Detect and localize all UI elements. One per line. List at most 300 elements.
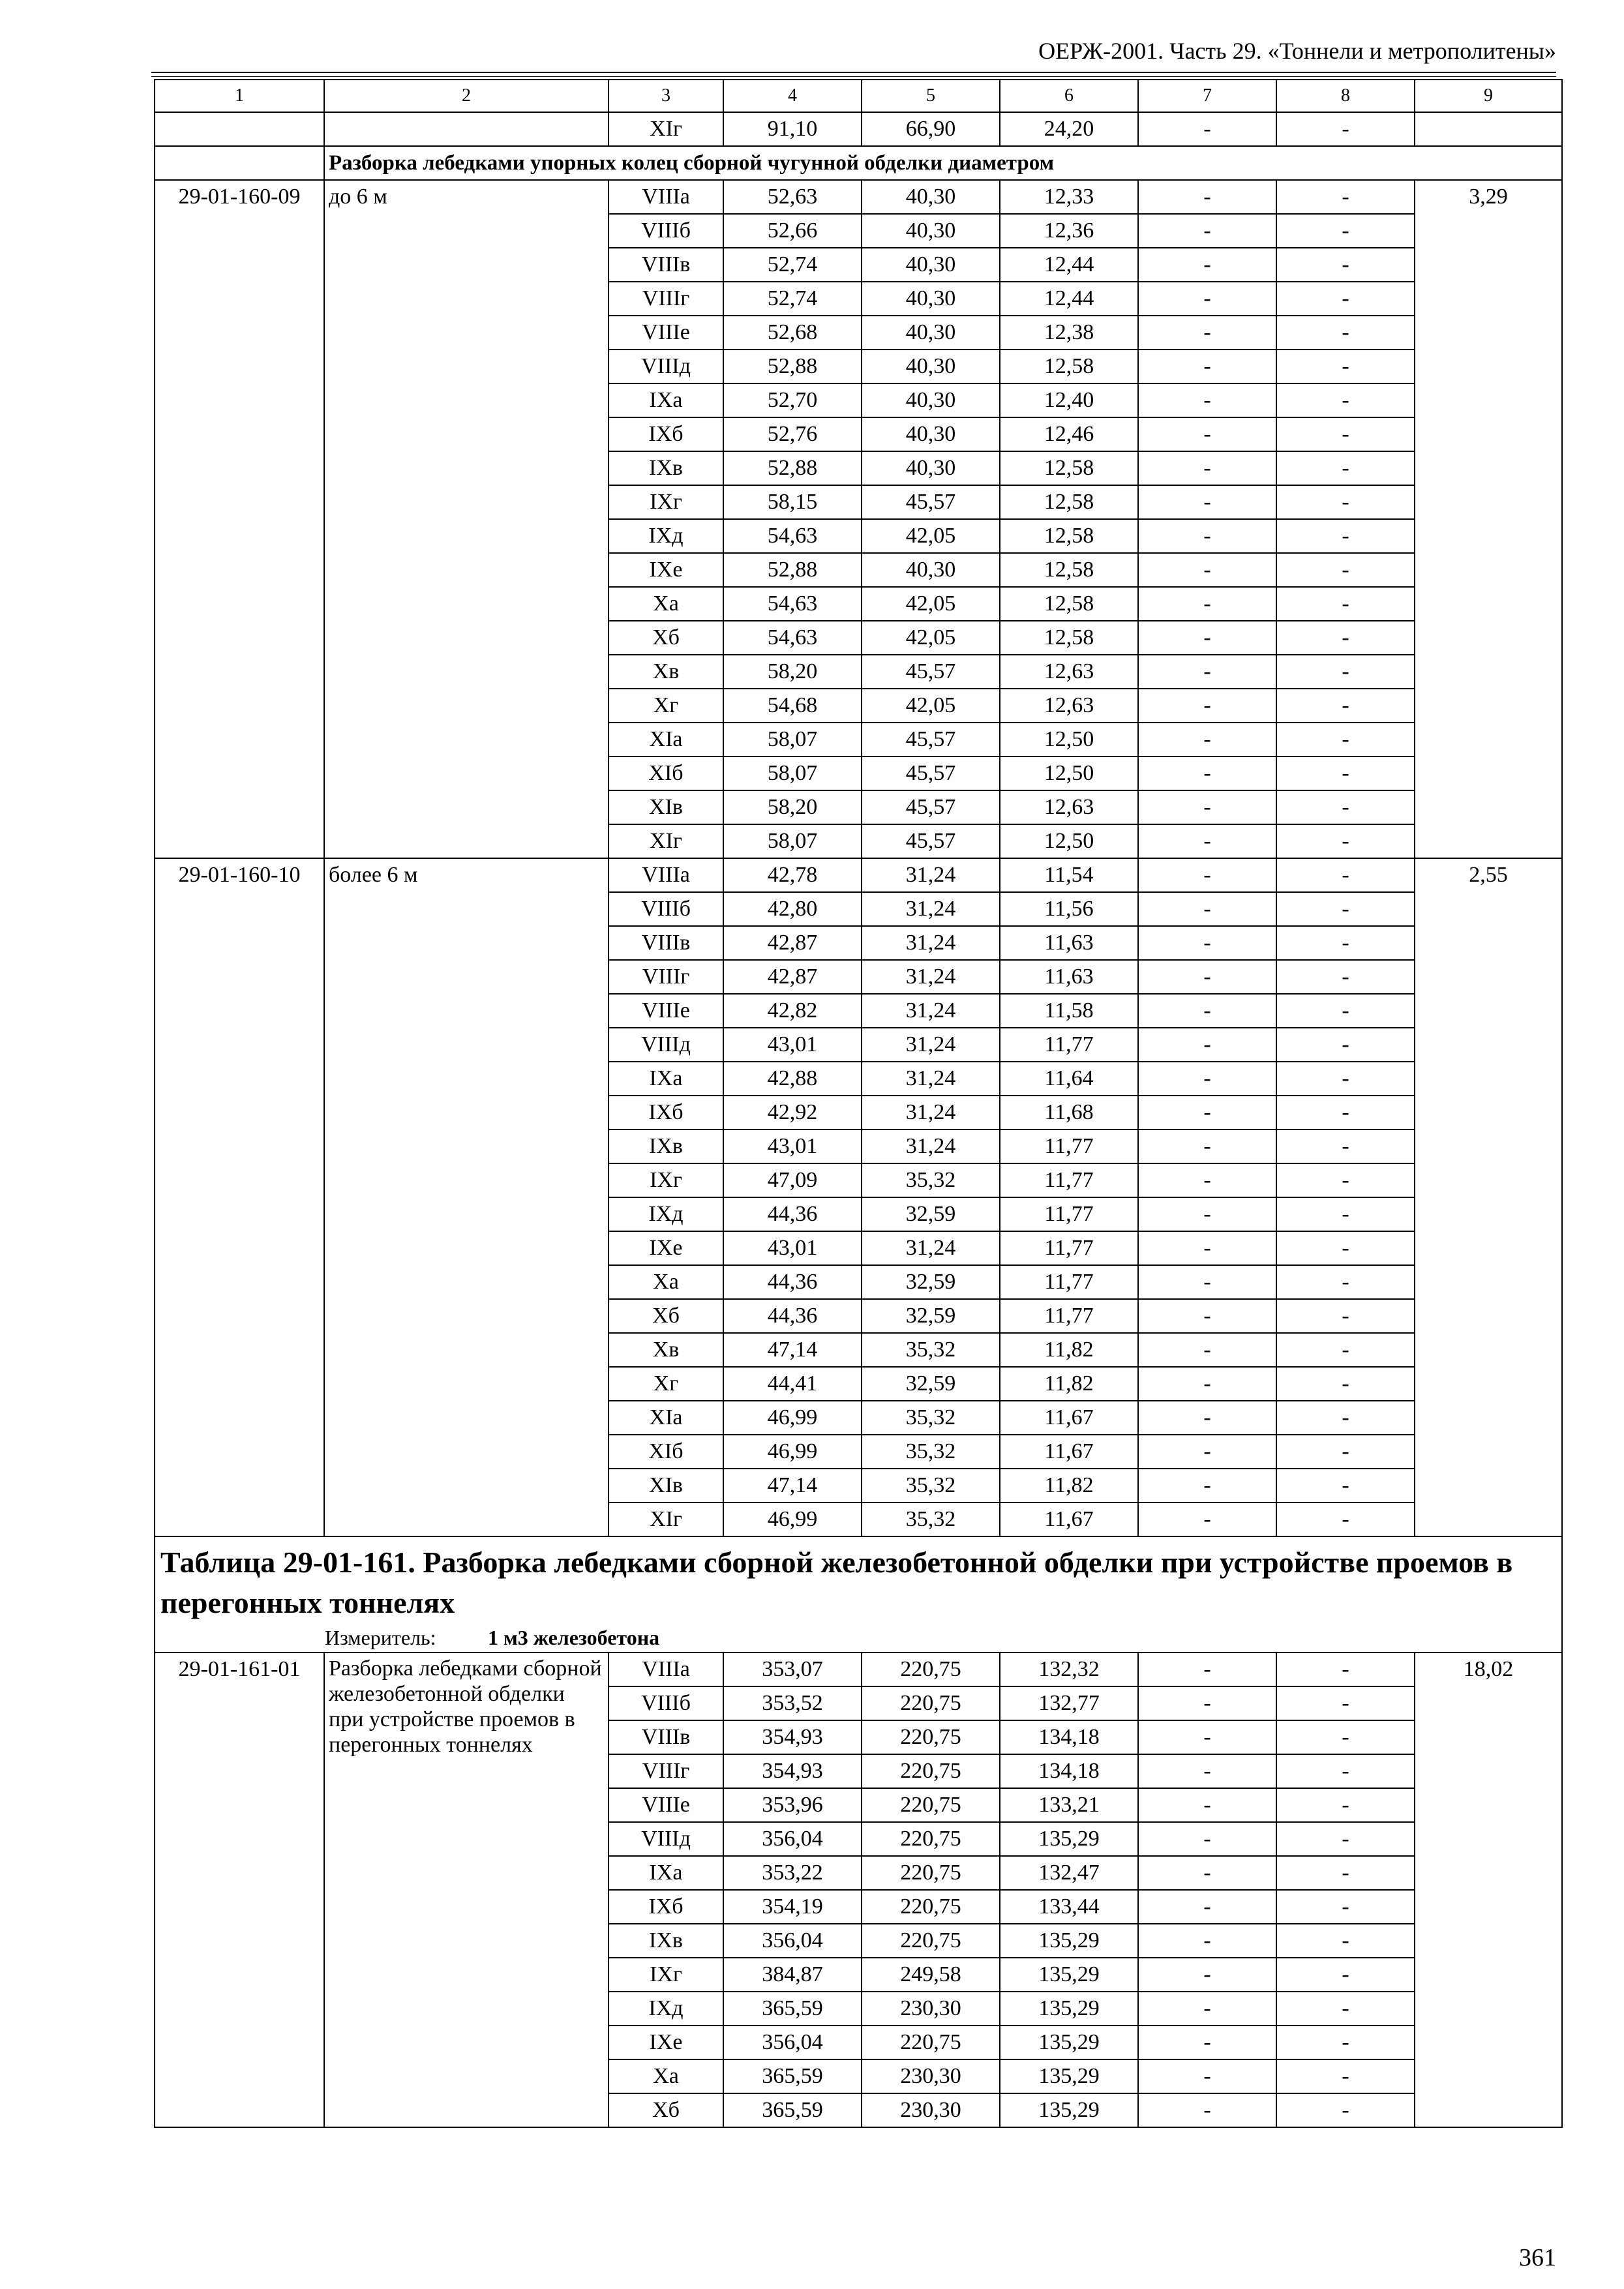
value-cell: 66,90 <box>862 112 1000 146</box>
page-number: 361 <box>1519 2244 1556 2271</box>
value-cell: - <box>1276 892 1415 926</box>
grade-cell: IXг <box>609 1958 723 1992</box>
value-cell: - <box>1138 350 1276 383</box>
value-cell: 11,77 <box>1000 1028 1138 1062</box>
value-cell: 40,30 <box>862 282 1000 316</box>
grade-cell: VIIIе <box>609 1788 723 1822</box>
value-cell: - <box>1138 1686 1276 1720</box>
grade-cell: VIIIе <box>609 994 723 1028</box>
value-cell: 356,04 <box>723 1822 862 1856</box>
value-cell: - <box>1276 1822 1415 1856</box>
grade-cell: VIIIа <box>609 180 723 214</box>
table-body <box>155 80 1562 2127</box>
value-cell: 220,75 <box>862 1720 1000 1754</box>
value-cell: - <box>1276 1856 1415 1890</box>
value-cell: 42,05 <box>862 587 1000 621</box>
grade-cell: VIIIд <box>609 1822 723 1856</box>
value-cell: 354,19 <box>723 1890 862 1924</box>
grade-cell: IXа <box>609 383 723 417</box>
value-cell: 220,75 <box>862 1822 1000 1856</box>
value-cell: 12,58 <box>1000 485 1138 519</box>
value-cell: 31,24 <box>862 1231 1000 1265</box>
grade-cell: IXд <box>609 1992 723 2026</box>
value-cell: 11,77 <box>1000 1265 1138 1299</box>
value-cell: - <box>1276 926 1415 960</box>
empty-cell <box>1415 112 1562 146</box>
value-cell: - <box>1276 316 1415 350</box>
value-cell: - <box>1276 655 1415 689</box>
grade-cell: XIв <box>609 1469 723 1503</box>
grade-cell: Xа <box>609 1265 723 1299</box>
grade-cell: Xб <box>609 2093 723 2127</box>
value-cell: - <box>1276 519 1415 553</box>
value-cell: 220,75 <box>862 1890 1000 1924</box>
value-cell: - <box>1276 1788 1415 1822</box>
value-cell: 11,67 <box>1000 1503 1138 1536</box>
value-cell: - <box>1276 383 1415 417</box>
value-cell: - <box>1276 621 1415 655</box>
grade-cell: VIIIв <box>609 1720 723 1754</box>
value-cell: 52,63 <box>723 180 862 214</box>
value-cell: - <box>1138 926 1276 960</box>
value-cell: - <box>1276 1503 1415 1536</box>
column-9-value: 2,55 <box>1415 858 1562 1536</box>
value-cell: 12,58 <box>1000 553 1138 587</box>
value-cell: 45,57 <box>862 756 1000 790</box>
value-cell: - <box>1138 689 1276 723</box>
value-cell: 230,30 <box>862 2059 1000 2093</box>
column-number: 3 <box>609 80 723 112</box>
value-cell: - <box>1276 1924 1415 1958</box>
value-cell: - <box>1138 621 1276 655</box>
value-cell: 135,29 <box>1000 2059 1138 2093</box>
value-cell: 220,75 <box>862 1754 1000 1788</box>
value-cell: 35,32 <box>862 1401 1000 1435</box>
grade-cell: VIIIв <box>609 248 723 282</box>
value-cell: - <box>1138 655 1276 689</box>
value-cell: 353,22 <box>723 1856 862 1890</box>
value-cell: - <box>1138 553 1276 587</box>
value-cell: 52,68 <box>723 316 862 350</box>
grade-cell: IXе <box>609 553 723 587</box>
value-cell: - <box>1276 1469 1415 1503</box>
value-cell: 12,46 <box>1000 417 1138 451</box>
grade-cell: XIб <box>609 1435 723 1469</box>
value-cell: - <box>1276 1197 1415 1231</box>
value-cell: 135,29 <box>1000 1924 1138 1958</box>
value-cell: - <box>1138 1856 1276 1890</box>
value-cell: 52,74 <box>723 282 862 316</box>
value-cell: 135,29 <box>1000 1958 1138 1992</box>
value-cell: - <box>1138 1197 1276 1231</box>
grade-cell: VIIIе <box>609 316 723 350</box>
value-cell: 133,21 <box>1000 1788 1138 1822</box>
value-cell: 12,36 <box>1000 214 1138 248</box>
value-cell: 31,24 <box>862 1028 1000 1062</box>
grade-cell: IXг <box>609 485 723 519</box>
grade-cell: XIг <box>609 1503 723 1536</box>
value-cell: - <box>1138 1435 1276 1469</box>
value-cell: 35,32 <box>862 1333 1000 1367</box>
value-cell: 135,29 <box>1000 2093 1138 2127</box>
value-cell: 230,30 <box>862 1992 1000 2026</box>
column-number: 8 <box>1276 80 1415 112</box>
grade-cell: IXд <box>609 1197 723 1231</box>
value-cell: 40,30 <box>862 316 1000 350</box>
value-cell: 46,99 <box>723 1503 862 1536</box>
value-cell: 135,29 <box>1000 1822 1138 1856</box>
value-cell: - <box>1276 1299 1415 1333</box>
value-cell: 47,14 <box>723 1333 862 1367</box>
value-cell: - <box>1138 1958 1276 1992</box>
value-cell: - <box>1276 1992 1415 2026</box>
value-cell: 35,32 <box>862 1503 1000 1536</box>
value-cell: 133,44 <box>1000 1890 1138 1924</box>
value-cell: - <box>1276 723 1415 756</box>
value-cell: - <box>1276 2026 1415 2059</box>
section-heading-row <box>155 146 1562 180</box>
norm-description: более 6 м <box>324 858 609 1536</box>
grade-cell: IXб <box>609 417 723 451</box>
value-cell: - <box>1276 1720 1415 1754</box>
value-cell: 54,63 <box>723 519 862 553</box>
meter-row <box>155 1623 1562 1653</box>
value-cell: - <box>1138 2093 1276 2127</box>
value-cell: 35,32 <box>862 1469 1000 1503</box>
value-cell: 47,14 <box>723 1469 862 1503</box>
value-cell: 24,20 <box>1000 112 1138 146</box>
value-cell: 31,24 <box>862 926 1000 960</box>
norms-table <box>154 79 1563 2128</box>
grade-cell: Xв <box>609 1333 723 1367</box>
value-cell: 12,63 <box>1000 790 1138 824</box>
value-cell: 220,75 <box>862 1653 1000 1686</box>
value-cell: 356,04 <box>723 2026 862 2059</box>
meter-value: 1 м3 железобетона <box>488 1626 660 1649</box>
column-9-value: 3,29 <box>1415 180 1562 858</box>
value-cell: 32,59 <box>862 1197 1000 1231</box>
value-cell: 52,88 <box>723 451 862 485</box>
grade-cell: VIIIг <box>609 960 723 994</box>
value-cell: 12,63 <box>1000 689 1138 723</box>
value-cell: 58,20 <box>723 790 862 824</box>
value-cell: - <box>1276 214 1415 248</box>
value-cell: 11,82 <box>1000 1469 1138 1503</box>
value-cell: 54,68 <box>723 689 862 723</box>
value-cell: 43,01 <box>723 1028 862 1062</box>
value-cell: 11,82 <box>1000 1333 1138 1367</box>
value-cell: 40,30 <box>862 248 1000 282</box>
column-number: 6 <box>1000 80 1138 112</box>
value-cell: 132,32 <box>1000 1653 1138 1686</box>
grade-cell: IXв <box>609 451 723 485</box>
value-cell: - <box>1276 1958 1415 1992</box>
value-cell: - <box>1138 1299 1276 1333</box>
grade-cell: IXб <box>609 1890 723 1924</box>
value-cell: - <box>1138 1028 1276 1062</box>
norm-description: до 6 м <box>324 180 609 858</box>
value-cell: - <box>1276 756 1415 790</box>
value-cell: 11,67 <box>1000 1401 1138 1435</box>
value-cell: 11,63 <box>1000 960 1138 994</box>
value-cell: 11,68 <box>1000 1096 1138 1130</box>
value-cell: - <box>1138 316 1276 350</box>
value-cell: - <box>1138 417 1276 451</box>
value-cell: - <box>1138 1469 1276 1503</box>
table-title: Таблица 29-01-161. Разборка лебедками сборной железобетонной обделки при устройстве проемов в перегонных тоннелях <box>155 1536 1562 1623</box>
empty-cell <box>155 146 324 180</box>
value-cell: 44,41 <box>723 1367 862 1401</box>
value-cell: 11,63 <box>1000 926 1138 960</box>
section-heading: Разборка лебедками упорных колец сборной чугунной обделки диаметром <box>324 146 1562 180</box>
value-cell: 135,29 <box>1000 2026 1138 2059</box>
value-cell: - <box>1138 1096 1276 1130</box>
value-cell: 42,88 <box>723 1062 862 1096</box>
value-cell: 365,59 <box>723 1992 862 2026</box>
value-cell: - <box>1138 2026 1276 2059</box>
value-cell: 46,99 <box>723 1435 862 1469</box>
value-cell: 45,57 <box>862 485 1000 519</box>
value-cell: 44,36 <box>723 1299 862 1333</box>
value-cell: 354,93 <box>723 1754 862 1788</box>
value-cell: - <box>1138 1062 1276 1096</box>
value-cell: - <box>1276 180 1415 214</box>
value-cell: - <box>1276 417 1415 451</box>
value-cell: 384,87 <box>723 1958 862 1992</box>
value-cell: 54,63 <box>723 621 862 655</box>
value-cell: - <box>1138 960 1276 994</box>
value-cell: 134,18 <box>1000 1720 1138 1754</box>
value-cell: - <box>1138 1367 1276 1401</box>
value-cell: - <box>1138 112 1276 146</box>
value-cell: - <box>1276 1890 1415 1924</box>
empty-cell <box>155 112 324 146</box>
grade-cell: IXа <box>609 1856 723 1890</box>
value-cell: 91,10 <box>723 112 862 146</box>
value-cell: 135,29 <box>1000 1992 1138 2026</box>
value-cell: 44,36 <box>723 1265 862 1299</box>
value-cell: - <box>1138 756 1276 790</box>
value-cell: - <box>1276 1754 1415 1788</box>
value-cell: 52,70 <box>723 383 862 417</box>
value-cell: - <box>1276 689 1415 723</box>
value-cell: - <box>1276 2093 1415 2127</box>
value-cell: 11,77 <box>1000 1299 1138 1333</box>
value-cell: - <box>1138 1754 1276 1788</box>
norm-code: 29-01-161-01 <box>155 1653 324 2127</box>
value-cell: - <box>1138 451 1276 485</box>
value-cell: - <box>1138 485 1276 519</box>
grade-cell: VIIIа <box>609 858 723 892</box>
value-cell: - <box>1276 451 1415 485</box>
value-cell: 12,58 <box>1000 519 1138 553</box>
value-cell: 52,66 <box>723 214 862 248</box>
value-cell: - <box>1138 383 1276 417</box>
grade-cell: IXв <box>609 1924 723 1958</box>
value-cell: - <box>1138 1924 1276 1958</box>
value-cell: - <box>1138 1163 1276 1197</box>
value-cell: 12,50 <box>1000 723 1138 756</box>
value-cell: 12,58 <box>1000 451 1138 485</box>
value-cell: 52,74 <box>723 248 862 282</box>
value-cell: 12,58 <box>1000 621 1138 655</box>
value-cell: - <box>1276 1028 1415 1062</box>
value-cell: 42,05 <box>862 621 1000 655</box>
grade-cell: IXд <box>609 519 723 553</box>
value-cell: - <box>1276 112 1415 146</box>
value-cell: 44,36 <box>723 1197 862 1231</box>
norm-code: 29-01-160-09 <box>155 180 324 858</box>
value-cell: 31,24 <box>862 1130 1000 1163</box>
column-number-row <box>155 80 1562 112</box>
value-cell: - <box>1138 824 1276 858</box>
value-cell: 42,05 <box>862 689 1000 723</box>
value-cell: - <box>1276 824 1415 858</box>
value-cell: 12,33 <box>1000 180 1138 214</box>
grade-cell: Xв <box>609 655 723 689</box>
grade-cell: IXг <box>609 1163 723 1197</box>
value-cell: 52,88 <box>723 553 862 587</box>
value-cell: - <box>1138 180 1276 214</box>
value-cell: 58,20 <box>723 655 862 689</box>
header-rule <box>151 72 1556 73</box>
value-cell: 58,07 <box>723 824 862 858</box>
grade-cell: Xг <box>609 689 723 723</box>
value-cell: 220,75 <box>862 1924 1000 1958</box>
value-cell: 12,38 <box>1000 316 1138 350</box>
column-number: 9 <box>1415 80 1562 112</box>
value-cell: 43,01 <box>723 1130 862 1163</box>
value-cell: - <box>1138 1333 1276 1367</box>
grade-cell: VIIIг <box>609 1754 723 1788</box>
norm-code: 29-01-160-10 <box>155 858 324 1536</box>
value-cell: 43,01 <box>723 1231 862 1265</box>
value-cell: - <box>1138 1992 1276 2026</box>
value-cell: 11,64 <box>1000 1062 1138 1096</box>
value-cell: 220,75 <box>862 1788 1000 1822</box>
grade-cell: XIа <box>609 723 723 756</box>
value-cell: - <box>1138 1231 1276 1265</box>
value-cell: 58,15 <box>723 485 862 519</box>
value-cell: 40,30 <box>862 350 1000 383</box>
value-cell: 40,30 <box>862 553 1000 587</box>
value-cell: - <box>1276 1401 1415 1435</box>
grade-cell: VIIIв <box>609 926 723 960</box>
page-header: ОЕРЖ-2001. Часть 29. «Тоннели и метрополитены» <box>1038 38 1556 64</box>
value-cell: - <box>1138 1401 1276 1435</box>
value-cell: - <box>1138 1788 1276 1822</box>
grade-cell: Xб <box>609 621 723 655</box>
value-cell: 11,67 <box>1000 1435 1138 1469</box>
value-cell: - <box>1138 1822 1276 1856</box>
norm-description: Разборка лебедками сборной железобетонной обделки при устройстве проемов в перегонных тоннелях <box>324 1653 609 2127</box>
value-cell: 46,99 <box>723 1401 862 1435</box>
value-cell: 354,93 <box>723 1720 862 1754</box>
value-cell: - <box>1276 1333 1415 1367</box>
grade-cell: VIIIб <box>609 214 723 248</box>
grade-cell: XIг <box>609 824 723 858</box>
value-cell: - <box>1138 790 1276 824</box>
grade-cell: IXб <box>609 1096 723 1130</box>
value-cell: 230,30 <box>862 2093 1000 2127</box>
grade-cell: Xг <box>609 1367 723 1401</box>
value-cell: - <box>1138 519 1276 553</box>
value-cell: - <box>1138 1265 1276 1299</box>
value-cell: 31,24 <box>862 994 1000 1028</box>
value-cell: 11,77 <box>1000 1197 1138 1231</box>
value-cell: 249,58 <box>862 1958 1000 1992</box>
value-cell: 12,40 <box>1000 383 1138 417</box>
value-cell: - <box>1276 1435 1415 1469</box>
value-cell: - <box>1138 587 1276 621</box>
value-cell: - <box>1276 1686 1415 1720</box>
value-cell: - <box>1138 1890 1276 1924</box>
value-cell: 353,52 <box>723 1686 862 1720</box>
value-cell: 40,30 <box>862 451 1000 485</box>
value-cell: - <box>1138 994 1276 1028</box>
value-cell: 45,57 <box>862 655 1000 689</box>
value-cell: - <box>1276 282 1415 316</box>
value-cell: - <box>1276 1062 1415 1096</box>
value-cell: - <box>1276 994 1415 1028</box>
value-cell: 12,58 <box>1000 350 1138 383</box>
value-cell: 31,24 <box>862 960 1000 994</box>
value-cell: - <box>1138 723 1276 756</box>
value-cell: 42,87 <box>723 960 862 994</box>
value-cell: 365,59 <box>723 2059 862 2093</box>
value-cell: 12,58 <box>1000 587 1138 621</box>
value-cell: - <box>1138 892 1276 926</box>
grade-cell: VIIIг <box>609 282 723 316</box>
value-cell: - <box>1276 1130 1415 1163</box>
column-number: 4 <box>723 80 862 112</box>
value-cell: - <box>1276 960 1415 994</box>
value-cell: - <box>1138 282 1276 316</box>
value-cell: 40,30 <box>862 214 1000 248</box>
column-number: 7 <box>1138 80 1276 112</box>
table-title-row <box>155 1536 1562 1623</box>
value-cell: - <box>1138 1503 1276 1536</box>
value-cell: 52,76 <box>723 417 862 451</box>
value-cell: 12,44 <box>1000 248 1138 282</box>
value-cell: 58,07 <box>723 723 862 756</box>
value-cell: - <box>1138 248 1276 282</box>
value-cell: 356,04 <box>723 1924 862 1958</box>
value-cell: 52,88 <box>723 350 862 383</box>
column-number: 2 <box>324 80 609 112</box>
value-cell: - <box>1276 2059 1415 2093</box>
value-cell: 45,57 <box>862 824 1000 858</box>
carry-over-row <box>155 112 1562 146</box>
value-cell: 12,63 <box>1000 655 1138 689</box>
value-cell: - <box>1276 248 1415 282</box>
value-cell: 132,77 <box>1000 1686 1138 1720</box>
value-cell: 54,63 <box>723 587 862 621</box>
value-cell: 134,18 <box>1000 1754 1138 1788</box>
value-cell: 353,96 <box>723 1788 862 1822</box>
grade-cell: VIIIб <box>609 1686 723 1720</box>
grade-cell: VIIIа <box>609 1653 723 1686</box>
table-row <box>155 1653 1562 1686</box>
value-cell: - <box>1138 858 1276 892</box>
value-cell: 31,24 <box>862 1096 1000 1130</box>
value-cell: - <box>1276 858 1415 892</box>
value-cell: 42,05 <box>862 519 1000 553</box>
value-cell: 11,77 <box>1000 1163 1138 1197</box>
value-cell: - <box>1276 1096 1415 1130</box>
value-cell: - <box>1138 1720 1276 1754</box>
grade-cell: Xа <box>609 587 723 621</box>
